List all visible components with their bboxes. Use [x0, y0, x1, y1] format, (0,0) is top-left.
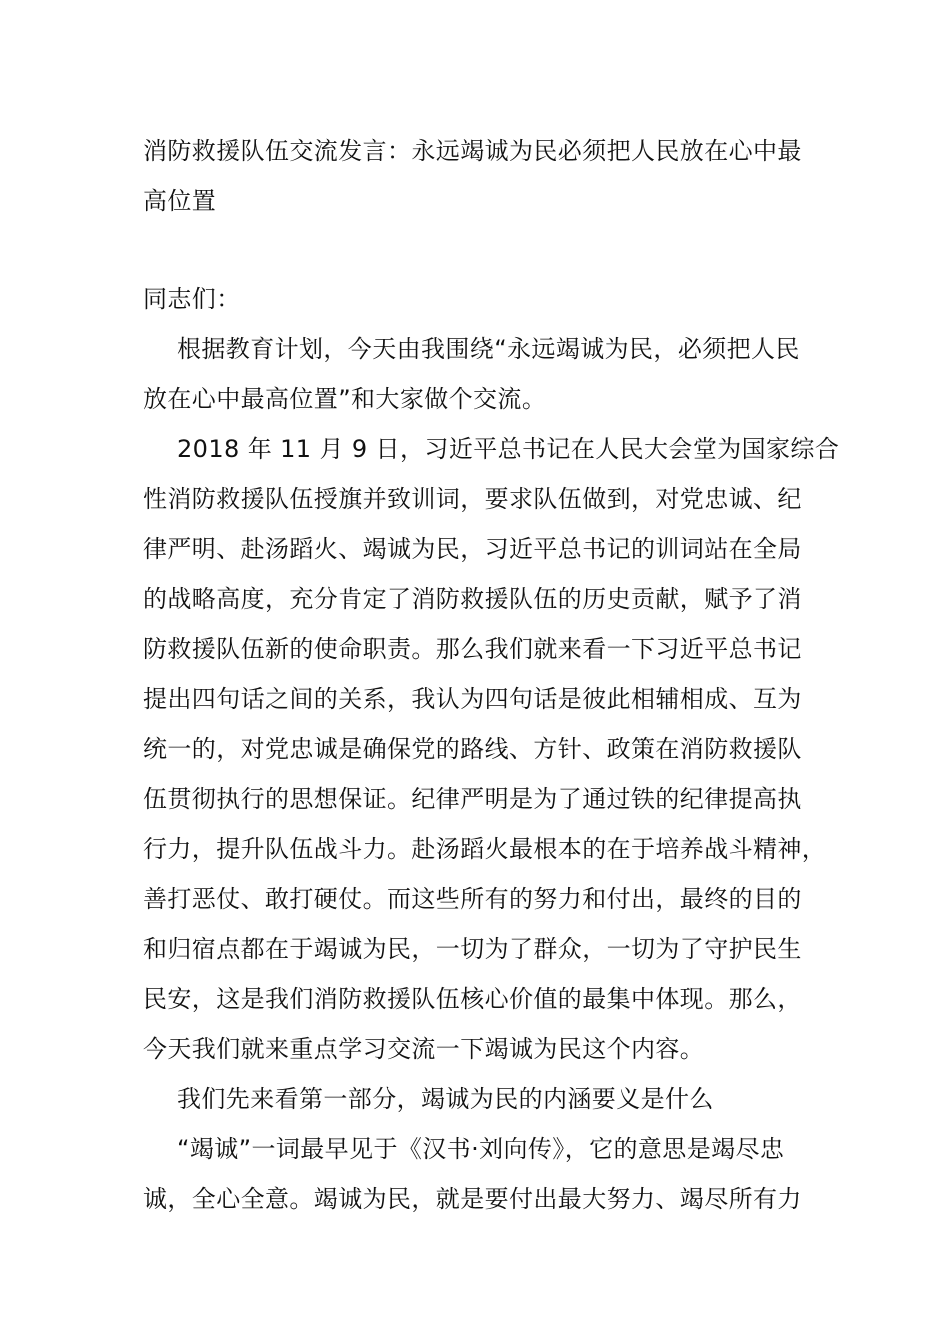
paragraph-line: 行力，提升队伍战斗力。赴汤蹈火最根本的在于培养战斗精神， — [143, 835, 827, 863]
paragraph-1 — [143, 324, 807, 424]
document-title — [143, 126, 807, 226]
paragraph-line: 性消防救援队伍授旗并致训词，要求队伍做到，对党忠诚、纪 — [143, 485, 802, 513]
paragraph-line: 善打恶仗、敢打硬仗。而这些所有的努力和付出，最终的目的 — [143, 885, 802, 913]
paragraph-line: 诚，全心全意。竭诚为民，就是要付出最大努力、竭尽所有力 — [143, 1185, 802, 1213]
paragraph-line: 统一的，对党忠诚是确保党的路线、方针、政策在消防救援队 — [143, 735, 802, 763]
paragraph-line: 和归宿点都在于竭诚为民，一切为了群众，一切为了守护民生 — [143, 935, 802, 963]
paragraph-line: 根据教育计划，今天由我围绕“永远竭诚为民，必须把人民 — [177, 335, 800, 363]
paragraph-line: 我们先来看第一部分，竭诚为民的内涵要义是什么 — [177, 1085, 714, 1113]
paragraph-line: 的战略高度，充分肯定了消防救援队伍的历史贡献，赋予了消 — [143, 585, 802, 613]
paragraph-line: 民安，这是我们消防救援队伍核心价值的最集中体现。那么， — [143, 985, 802, 1013]
paragraph-line: 提出四句话之间的关系，我认为四句话是彼此相辅相成、互为 — [143, 685, 802, 713]
paragraph-3 — [143, 1074, 807, 1124]
paragraph-line: 防救援队伍新的使命职责。那么我们就来看一下习近平总书记 — [143, 635, 802, 663]
paragraph-line: 律严明、赴汤蹈火、竭诚为民，习近平总书记的训词站在全局 — [143, 535, 802, 563]
salutation: 同志们： — [143, 285, 241, 313]
title-line: 消防救援队伍交流发言：永远竭诚为民必须把人民放在心中最 — [143, 137, 802, 165]
paragraph-2 — [143, 424, 840, 1074]
title-spacer — [143, 226, 807, 274]
document-page — [143, 126, 840, 1224]
title-line: 高位置 — [143, 187, 217, 215]
paragraph-4 — [143, 1124, 807, 1224]
paragraph-line: “竭诚”一词最早见于《汉书·刘向传》，它的意思是竭尽忠 — [177, 1135, 785, 1163]
paragraph-line: 伍贯彻执行的思想保证。纪律严明是为了通过铁的纪律提高执 — [143, 785, 802, 813]
paragraph-line: 放在心中最高位置”和大家做个交流。 — [143, 385, 547, 413]
paragraph-line: 2018 年 11 月 9 日，习近平总书记在人民大会堂为国家综合 — [177, 435, 840, 463]
paragraph-line: 今天我们就来重点学习交流一下竭诚为民这个内容。 — [143, 1035, 705, 1063]
